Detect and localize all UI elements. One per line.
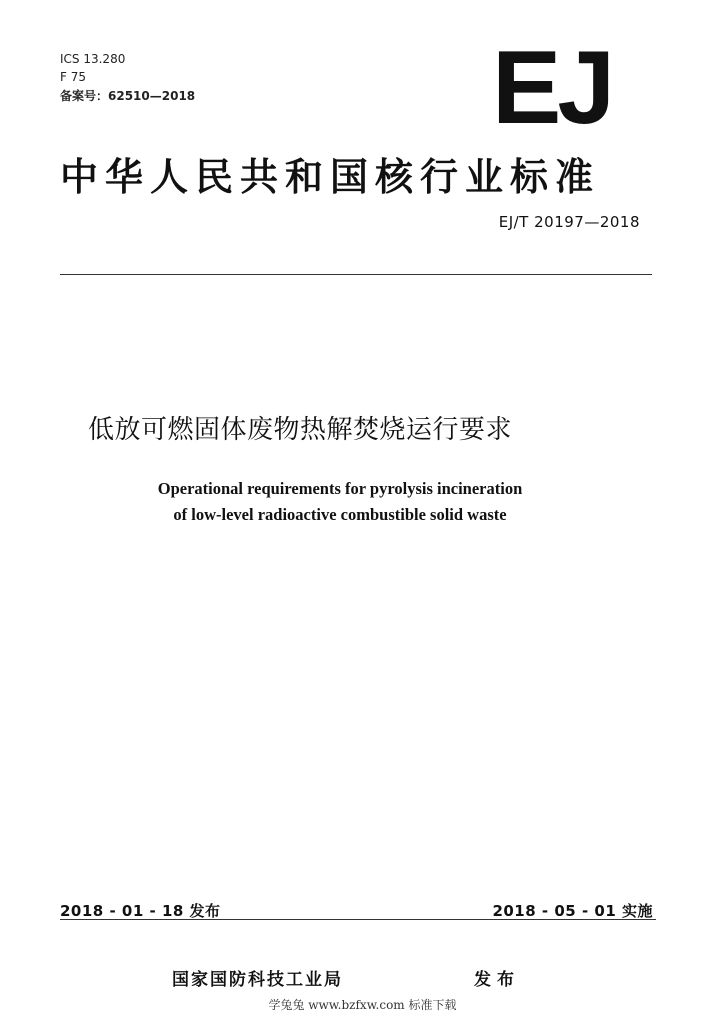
issued-label: 发布 — [474, 970, 520, 990]
english-title-line-1: Operational requirements for pyrolysis incineration — [157, 479, 523, 498]
issuing-authority: 国家国防科技工业局 — [172, 970, 343, 990]
bottom-divider — [60, 919, 656, 920]
watermark-text: 学兔兔 www.bzfxw.com 标准下载 — [268, 998, 457, 1012]
ej-logo: EJ — [492, 30, 612, 146]
top-divider — [60, 274, 652, 275]
english-title-line-2: of low-level radioactive combustible solid waste — [173, 505, 507, 524]
standard-number: EJ/T 20197—2018 — [498, 213, 640, 231]
standard-category-title: 中华人民共和国核行业标准 — [60, 155, 601, 199]
chinese-title: 低放可燃固体废物热解焚烧运行要求 — [88, 415, 513, 445]
effective-date: 2018 - 05 - 01 实施 — [492, 902, 653, 920]
publish-date: 2018 - 01 - 18 发布 — [60, 902, 221, 920]
ccs-code: F 75 — [60, 70, 86, 84]
registration-number: 备案号：62510—2018 — [60, 89, 196, 103]
ics-code: ICS 13.280 — [60, 52, 126, 66]
